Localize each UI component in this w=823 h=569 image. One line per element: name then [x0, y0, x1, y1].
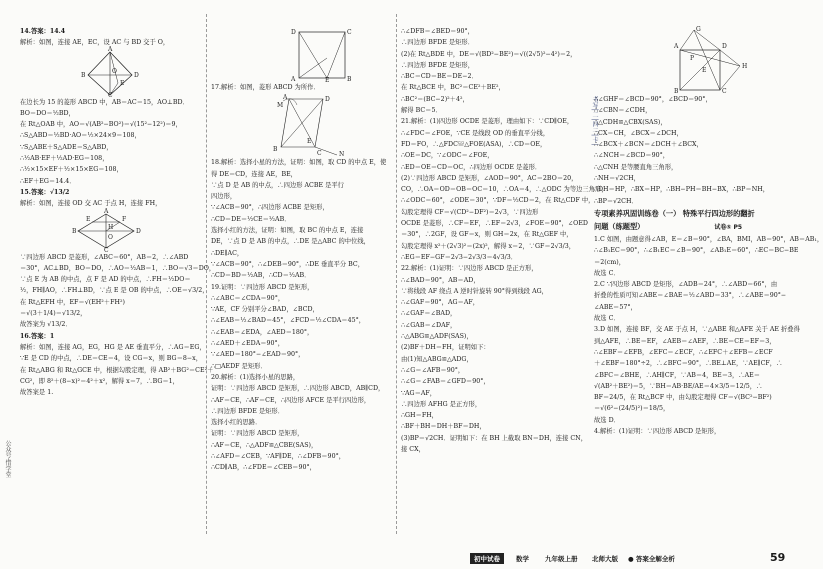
answer-line: 在 Rt△ABG 和 Rt△GCE 中，根据勾股定理，得 AB²＋BG²＝CE²＋ [20, 366, 214, 374]
answer-line: 1.C 如图，由题意得∠AB，E＝∠B＝90°，∠BA，BMI，AB＝90°，AB＝AB₁， [594, 235, 823, 243]
answer-line: 3.D 如图，连接 BF，交 AE 于点 H，∵△ABE 和△AFE 关于 AE 折叠得 [594, 326, 800, 334]
answer-line: ∴△CDH≌△CBX(SAS)， [594, 118, 667, 126]
section-tag: 试卷⑤ P5 [714, 223, 743, 231]
answer-line: CG²，即 8²＋(8−x)²＝4²＋x²，解得 x＝7，∴BG＝1， [20, 377, 179, 385]
answer-line: ∴∠CBN＝∠CDH， [594, 107, 652, 115]
answer-line: ∴∠AFD＝∠CEB，∵AF∥DE，∴∠DFB＝90°， [211, 453, 346, 461]
answer-line: ∴∠NCH＝∠BCD＝90°， [594, 152, 670, 160]
answer-line: ∵点 D 是 AB 的中点，∴四边形 ACBE 是平行 [211, 181, 344, 189]
fig-label: D [136, 227, 141, 235]
brand-badge: 初中试卷 [470, 553, 504, 564]
answer-line: OCDE 是菱形，∴CF＝EF，∴EF＝2√3，∠FOE＝90°，∠OED [401, 220, 588, 228]
answer-line: ∵E 是 CD 的中点，∴DE＝CE＝4，设 CG＝x，则 BG＝8−x， [20, 355, 203, 363]
footer-grade: 九年级上册 [545, 555, 578, 563]
fig-label: E [307, 138, 312, 146]
answer-line: 勾股定理得 CF＝√(CD²−DF²)＝2√3，∵四边形 [401, 208, 539, 216]
answer-line: 得 DE＝CD，连接 AE，BE， [211, 170, 297, 178]
answer-line: ∴∠GAF＝∠BAD， [401, 310, 457, 318]
section-subtitle-text: 问题（练题型） [594, 221, 645, 231]
answer-line: (2)BF＋DH＝FH，证明如下： [401, 344, 490, 352]
answer-line: ∴∠BCX＋∠BCN＝∠DCH＋∠BCX， [594, 141, 703, 149]
fig-label: D [325, 96, 330, 104]
answer-line: 17.解析：如图，菱形 ABCD 为所作． [211, 84, 320, 91]
answer-line: 故选 C． [594, 315, 620, 323]
side-watermark: 公众号·惜学堂 [4, 440, 11, 478]
answer-line: ∵点 E 为 AB 的中点，点 F 是 AD 的中点，∴FH＝½DO＝ [20, 276, 191, 284]
answer-line: ∵四边形 ABCD 是菱形，∠ABC＝60°，AB＝2，∴∠ABD [20, 253, 189, 261]
answer-line: ＝√(6²−(24/5)²)＝18/5， [594, 405, 670, 413]
answer-line: ∴∠AED＋∠EDA＝90°， [211, 340, 284, 348]
answer-line: ∴EF＋EG＝14.4． [20, 177, 76, 185]
square-rotation-figure [594, 26, 784, 94]
fig-label: D [722, 43, 727, 50]
fig-label: O [108, 233, 113, 241]
answer-line: BF＝24/5，在 Rt△BCF 中，由勾股定理得 CF＝√(BC²−BF²) [594, 394, 772, 402]
answer-line: ∴S△ABD＝½BD·AO＝½×24×9＝108， [20, 132, 141, 140]
answer-line: ＝√(3＋1/4)＝√13/2， [20, 310, 87, 318]
answer-line: ∴CD∥AB，∴∠FDE＝∠CEB＝90°， [211, 464, 316, 472]
answer-line: 19.证明：∵四边形 ABCD 是矩形， [211, 283, 314, 291]
fig-label: B [347, 76, 352, 83]
fig-label: N [339, 151, 345, 159]
section-title: 专项素养巩固训练卷（一） 特殊平行四边形的翻折 [594, 208, 755, 218]
answer-line: ∵AG＝AF， [401, 389, 437, 397]
fig-label: D [291, 29, 296, 36]
column-4 [594, 26, 823, 437]
fig-label: A [291, 76, 296, 83]
answer-line: ∴½×15×EF＋½×15×EG＝108， [20, 166, 123, 174]
answer-line: ∴四边形 BFDE 是矩形． [211, 407, 285, 415]
answer-line: ∴ED＝OE＝CD＝OC，∴四边形 OCDE 是菱形． [401, 163, 542, 171]
answer-line: ∴½AB·EF＋½AD·EG＝108， [20, 155, 109, 163]
fig-label: A [674, 43, 679, 50]
answer-line: FD＝FO，∴△FDC≌△FOE(ASA)，∴CD＝OE， [401, 140, 547, 148]
answer-line: ∴∠DFB＝∠BED＝90°， [401, 28, 474, 35]
answer-line: 16.答案：1 [20, 332, 55, 340]
answer-line: BO＝DO＝½BD， [20, 109, 75, 117]
answer-line: ＝2(cm)， [594, 258, 626, 266]
answer-line: ∴∠GHF＝∠BCD＝90°，∠BCD＝90°， [594, 96, 712, 103]
answer-line: ∵∠ACB＝90°，∴∠DEB＝90°，∴DE 垂直平分 BC， [211, 260, 365, 268]
answer-line: ∴□AEDF 是矩形． [211, 362, 267, 370]
page-number: 59 [770, 551, 786, 564]
page-footer [470, 551, 790, 567]
answer-line: ∴∠EAB＝½∠BAD＝45°，∠FCD＝½∠CDA＝45°， [211, 317, 366, 325]
answer-line: 18.解析：选择小星的方法，证明：如图，取 CD 的中点 E，使 [211, 159, 387, 167]
answer-line: ∴∠ABC＝∠CDA＝90°， [211, 294, 285, 302]
fig-label: C [722, 88, 727, 95]
column-divider [206, 14, 207, 534]
fig-label: F [122, 215, 127, 223]
answer-line: 20.解析：(1)选择小星的思路， [211, 373, 300, 381]
answer-line: ∴GH＝FH， [401, 412, 438, 420]
answer-line: ∠ABE＝57°， [594, 303, 637, 311]
fig-label: E [86, 215, 91, 223]
footer-answer-label: ● 答案全解全析 [628, 555, 675, 563]
answer-line: 22.解析：(1)证明：∵四边形 ABCD 是正方形， [401, 265, 538, 273]
answer-line: 在 Rt△BCE 中，BC²＝CE²＋BE²， [401, 84, 505, 92]
fig-label: A [104, 207, 109, 215]
answer-line: ∴∠G＝∠FAB＝∠GFD＝90°， [401, 378, 490, 386]
column-2 [211, 26, 394, 474]
fig-label: H [108, 223, 114, 231]
handwritten-note: 书写│二│四二│卡│ [591, 96, 598, 147]
answer-line: ∵AE，CF 分别平分∠BAD，∠BCD， [211, 306, 319, 314]
answer-line: ∴CD＝DE＝½CE＝½AB． [211, 215, 291, 223]
fig-label: H [742, 63, 748, 70]
fig-label: C [108, 91, 113, 99]
fig-label: M [277, 102, 284, 110]
answer-line: ∴四边形 AFHG 是正方形， [401, 400, 482, 408]
answer-line: ∴BC²＝(BC−2)²＋4²， [401, 95, 469, 103]
answer-line: DE，∵点 D 是 AB 的中点，∴DE 是△ABC 的中位线， [211, 238, 370, 246]
answer-line: 四边形， [211, 193, 237, 201]
answer-line: ½，FH∥AO，∴FH⊥BD，∵点 E 是 OB 的中点，∴OE＝√3/2， [20, 287, 209, 295]
answer-line: ∴DE∥AC， [211, 249, 244, 257]
section-subtitle [594, 220, 784, 234]
answer-line: ∴∠BAD＝90°，AB＝AD， [401, 276, 480, 284]
answer-line: 解析：如图，连接 AG，EG，HG 是 AE 垂直平分，∴AG＝EG， [20, 343, 206, 351]
answer-line: ∴∠EAB＝∠EDA，∠AED＝180°， [211, 328, 314, 336]
answer-line: 解析：如图，连接 OD 交 AC 于点 H，连接 FH， [20, 200, 162, 208]
answer-line: 由(1)知△ABG≌△ADG， [401, 355, 473, 363]
rhombus-figure-14 [20, 45, 198, 99]
construction-figure [211, 93, 394, 157]
answer-line: ∵S△ABE＋S△ADE＝S△ABD， [20, 143, 113, 151]
answer-line: ＋∠EBF＝180°÷2，∴∠BFC＝90°，∴BE⊥AE，∵AE∥CF，∴ [594, 360, 783, 368]
answer-line: ∴△CNH 是等腰直角三角形， [594, 163, 678, 171]
fig-label: E [702, 67, 707, 74]
fig-label: E [325, 77, 330, 84]
answer-line: ∴CX＝CH，∠BCX＝∠DCH， [594, 129, 683, 137]
answer-line: ∴CD＝BD＝½AB，∴CD＝½AB． [211, 272, 311, 280]
fig-label: B [72, 227, 77, 235]
fig-label: E [120, 79, 125, 87]
answer-line: 在边长为 15 的菱形 ABCD 中，AB＝AC＝15，AO⊥BD． [20, 98, 189, 106]
answer-line: ∴OE＝DC，∵∠ODC＝∠FOE， [401, 152, 494, 160]
answer-line: 4.解析：(1)证明：∵四边形 ABCD 是矩形， [594, 428, 721, 436]
answer-line: ∴AF＝CE，∴AF＝CE，∴四边形 AFCE 是平行四边形， [211, 396, 371, 404]
fig-label: B [273, 146, 278, 154]
answer-line: 选择小红的思路． [211, 419, 262, 427]
answer-line: 在 Rt△OAB 中，AO＝√(AB²−BO²)＝√(15²−12²)＝9， [20, 121, 182, 129]
answer-line: 故答案为 √13/2． [20, 321, 72, 329]
answer-line: ＝30°，∴2GF，设 GF＝x，则 GH＝2x，在 Rt△GEF 中， [401, 231, 573, 239]
answer-line: 选择小红的方法，证明：如图，取 BC 的中点 E，连接 [211, 227, 364, 235]
answer-line: 21.解析：(1)四边形 OCDE 是菱形，理由如下：∵CD∥OE， [401, 118, 574, 126]
fig-label: G [696, 26, 701, 33]
answer-line: 证明：∵四边形 ABCD 是矩形， [211, 430, 304, 438]
column-1 [20, 26, 216, 398]
answer-line: ∴EG＝EF−GF＝2√3−2√3/3＝4√3/3． [401, 253, 518, 261]
answer-line: ∴∠B₁EC＝90°，∴∠B₁EC＝∠B＝90°，∠AB₁E＝60°，∴EC＝BC−BE [594, 247, 799, 255]
answer-line: (3)BP＝√2CH．证明如下：在 BH 上截取 BN＝DH，连接 CN， [401, 434, 587, 442]
fig-label: O [112, 67, 117, 75]
answer-line: 接 CX， [401, 445, 425, 453]
answer-line: ∴DH＝HP，∴BX＝HP，∴BH−PH＝BH−BX，∴BP＝NH， [594, 186, 769, 194]
answer-line: ∴△ABG≌△ADF(SAS)， [401, 333, 473, 341]
answer-line: ∴∠ODC＝60°，∠ODE＝30°，∵DF＝½CD＝2，在 Rt△CDF 中， [401, 197, 595, 205]
answer-line: 到△AFE，∴BE＝EF，∠AEB＝∠AEF，∴BE＝CE＝EF＝3， [594, 337, 776, 345]
answer-line: ∵∠AED＝180°−∠EAD＝90°， [211, 351, 305, 359]
fig-label: C [317, 150, 322, 158]
rhombus-figure-15 [20, 207, 198, 254]
answer-line: ∵∠ACB＝90°，∴四边形 ACBE 是矩形， [211, 204, 329, 212]
square-figure [211, 26, 394, 82]
answer-line: 解析：如图，连接 AE，EC，设 AC 与 BD 交于 O， [20, 39, 170, 47]
fig-label: B [674, 88, 679, 95]
answer-line: 故选 D． [594, 416, 620, 424]
answer-line: ∴AF＝CE，∴△ADF≌△CBE(SAS)， [211, 441, 318, 449]
answer-line: 14.答案：14.4 [20, 28, 66, 35]
answer-line: 故答案是 1. [20, 389, 54, 397]
fig-label: A [283, 94, 288, 102]
fig-label: D [134, 71, 139, 79]
answer-line: CO，∴OA＝OD＝OB＝OC＝10，∴OA＝4，∴△ODC 为等边三角形， [401, 186, 608, 194]
answer-line: ＝30°，AC⊥BD，BO＝DO，∴AO＝½AB＝1，∴BO＝√3＝DO， [20, 264, 216, 272]
answer-line: (2)∵四边形 ABCD 是矩形，∠AOD＝90°，AC＝2BO＝20， [401, 174, 578, 182]
fig-label: A [108, 45, 113, 53]
fig-label: B [81, 71, 86, 79]
answer-line: 在 Rt△EFH 中，EF＝√(EH²＋FH²) [20, 298, 125, 306]
answer-line: 解得 BC＝5． [401, 107, 442, 115]
answer-line: ∴BC＝CD＝BE＝DE−2． [401, 73, 478, 81]
answer-line: 15.答案：√13/2 [20, 188, 70, 196]
answer-line: ∴∠FDC＝∠FOE，∵CE 是线段 OD 的垂直平分线， [401, 129, 550, 137]
answer-line: ∴∠EBF＝∠EFB，∠EFC＝∠ECF，∴∠EFC＋∠EFB＝∠ECF [594, 348, 773, 356]
fig-label: P [690, 55, 695, 62]
answer-line: ∴四边形 BFDE 是矩形， [401, 61, 475, 69]
answer-line: ∴∠G＝∠AFB＝90°， [401, 366, 465, 374]
footer-edition: 北师大版 [592, 555, 618, 563]
answer-line: 2.C ∵四边形 ABCD 是矩形，∠ADB＝24°，∴∠ABD＝66°，由 [594, 281, 778, 289]
answer-line: ∴∠GAF＝90°，AG＝AF， [401, 299, 480, 307]
answer-line: (2)在 Rt△BDE 中，DE＝√(BD²−BE²)＝√((2√5)²−4²)＝2， [401, 50, 577, 58]
fig-label: C [104, 246, 109, 254]
answer-line: 折叠的性质可知∠ABE＝∠BAE＝½∠ABD＝33°，∴∠ABE＝90°− [594, 292, 787, 300]
fig-label: C [347, 29, 352, 36]
answer-line: 证明：∵四边形 ABCD 是矩形，∴四边形 ABCD，AB∥CD， [211, 385, 385, 393]
footer-subject: 数学 [516, 555, 529, 563]
answer-line: ∴四边形 BFDE 是矩形． [401, 39, 475, 47]
answer-line: ∵将线段 AF 绕点 A 逆时针旋转 90°得到线段 AG， [401, 287, 548, 295]
answer-line: ∴NH＝√2CH， [594, 175, 640, 183]
answer-line: 勾股定理得 x²＋(2√3)²＝(2x)²，解得 x＝2，∵GF＝2√3/3， [401, 242, 576, 250]
answer-line: √(AB²＋BE²)＝5，∵BH＝AB·BE/AE＝4×3/5＝12/5，∴ [594, 382, 763, 390]
answer-line: ∴BF＋BH＝DH＋BF＝DH， [401, 423, 486, 431]
answer-line: ∴∠GAB＝∠DAF， [401, 321, 457, 329]
answer-line: ∠BFC＝∠BHE，∴AH∥CF，∵AB＝4，BE＝3，∴AE＝ [594, 371, 761, 379]
answer-line: 故选 C． [594, 269, 620, 277]
column-divider [396, 14, 397, 534]
answer-line: ∴BP＝√2CH． [594, 197, 638, 205]
